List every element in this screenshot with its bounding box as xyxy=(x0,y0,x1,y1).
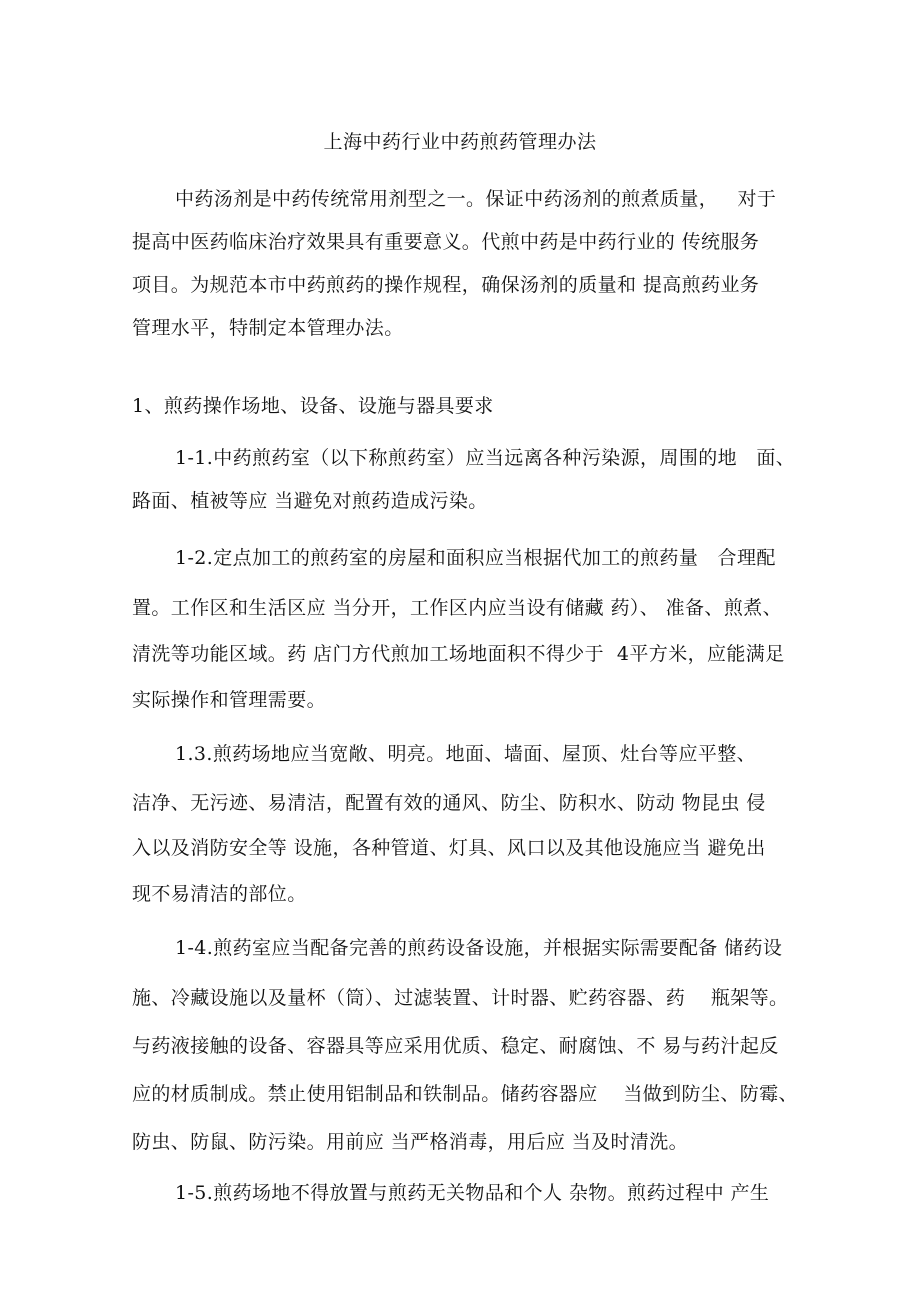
paragraph-line: 1.3.煎药场地应当宽敞、明亮。地面、墙面、屋顶、灶台等应平整、 xyxy=(175,743,757,765)
paragraph-line: 施、冷藏设施以及量杯（筒）、过滤装置、计时器、贮药容器、药 瓶架等。 xyxy=(132,987,789,1009)
paragraph-line: 与药液接触的设备、容器具等应采用优质、稳定、耐腐蚀、不 易与药汁起反 xyxy=(132,1035,779,1057)
intro-line: 中药汤剂是中药传统常用剂型之一。保证中药汤剂的煎煮质量， 对于 xyxy=(175,188,777,210)
paragraph-line: 实际操作和管理需要。 xyxy=(132,689,327,711)
paragraph-line: 1-5.煎药场地不得放置与煎药无关物品和个人 杂物。煎药过程中 产生 xyxy=(175,1182,770,1204)
intro-line: 管理水平，特制定本管理办法。 xyxy=(132,317,404,339)
paragraph-line: 洁净、无污迹、易清洁，配置有效的通风、防尘、防积水、防动 物昆虫 侵 xyxy=(132,792,766,814)
paragraph-line: 入以及消防安全等 设施，各种管道、灯具、风口以及其他设施应当 避免出 xyxy=(132,837,766,859)
paragraph-line: 置。工作区和生活区应 当分开，工作区内应当设有储藏 药）、 准备、煎煮、 xyxy=(132,597,783,619)
paragraph-line: 防虫、防鼠、防污染。用前应 当严格消毒，用后应 当及时清洗。 xyxy=(132,1131,689,1153)
intro-line: 提高中医药临床治疗效果具有重要意义。代煎中药是中药行业的 传统服务 xyxy=(132,231,760,253)
intro-line: 项目。为规范本市中药煎药的操作规程，确保汤剂的质量和 提高煎药业务 xyxy=(132,274,760,296)
paragraph-line: 清洗等功能区域。药 店门方代煎加工场地面积不得少于 4平方米，应能满足 xyxy=(132,643,785,665)
paragraph-line: 1-2.定点加工的煎药室的房屋和面积应当根据代加工的煎药量 合理配 xyxy=(175,547,776,569)
paragraph-line: 1-1.中药煎药室（以下称煎药室）应当远离各种污染源，周围的地 面、 xyxy=(175,447,796,469)
paragraph-line: 现不易清洁的部位。 xyxy=(132,883,307,905)
paragraph-line: 1-4.煎药室应当配备完善的煎药设备设施，并根据实际需要配备 储药设 xyxy=(175,937,783,959)
paragraph-line: 路面、植被等应 当避免对煎药造成污染。 xyxy=(132,490,488,512)
paragraph-line: 应的材质制成。禁止使用铝制品和铁制品。储药容器应 当做到防尘、防霉、 xyxy=(132,1083,798,1105)
section-heading: 1、煎药操作场地、设备、设施与器具要求 xyxy=(132,395,494,417)
page-title: 上海中药行业中药煎药管理办法 xyxy=(323,131,597,153)
